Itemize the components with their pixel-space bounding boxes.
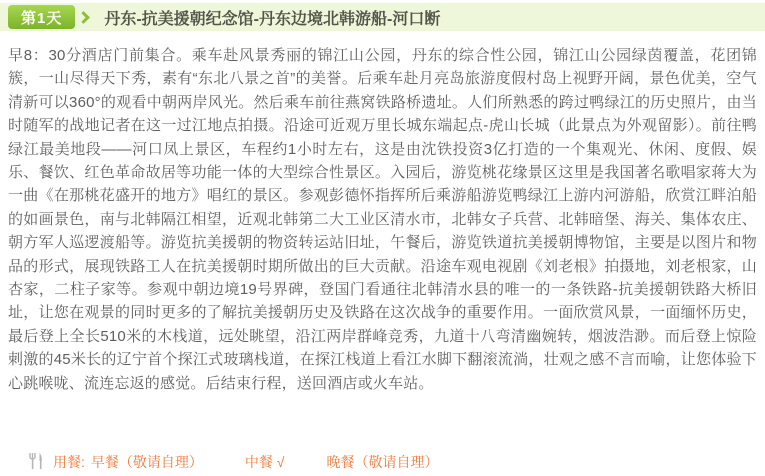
day-badge bbox=[8, 5, 75, 29]
chevron-right-icon bbox=[77, 11, 90, 24]
meal-dinner: 晚餐（敬请自理） bbox=[326, 454, 439, 470]
meal-lunch: 中餐 √ bbox=[244, 454, 285, 470]
meals-label: 用餐: bbox=[53, 454, 85, 470]
day-header bbox=[0, 3, 765, 31]
itinerary-description: 早8：30分酒店门前集合。乘车赴风景秀丽的锦江山公园，丹东的综合性公园，锦江山公园绿茵覆盖，花团锦簇，一山尽得天下秀，素有“东北八景之首”的美誉。后乘车赴月亮岛旅游度假村岛上视野开阔，景色优美，空气清新可以360°的观看中朝两岸风光。然后乘车前往燕窝铁路桥遗址。人们所熟悉的跨过鸭绿江的历史照片，由当时随军的战地记者在这一过江地点拍摄。沿途可近观万里长城东端起点-虎山长城（此景点为外观留影）。前往鸭绿江最美地段——河口凤上景区，车程约1小时左右，这是由沈铁投资3亿打造的一个集观光、休闲、度假、娱乐、餐饮、红色革命故居等功能一体的大型综合性景区。入园后，游览桃花缘景区这里是我国著名歌唱家蒋大为一曲《在那桃花盛开的地方》唱红的景区。参观彭德怀指挥所后乘游船游览鸭绿江上游内河游船，欣赏江畔泊船的如画景色，南与北韩隔江相望，近观北韩第二大工业区清水市，北韩女子兵营、北韩暗堡、海关、集体农庄、朝方军人巡逻渡船等。游览抗美援朝的物资转运站旧址，午餐后，游览铁道抗美援朝博物馆，主要是以图片和物品的形式，展现铁路工人在抗美援朝时期所做出的巨大贡献。沿途车观电视剧《刘老根》拍摄地，刘老根家，山杏家，二柱子家等。参观中朝边境19号界碑，登国门看通往北韩清水县的唯一的一条铁路-抗美援朝铁路大桥旧址，让您在观景的同时更多的了解抗美援朝历史及铁路在这次战争的重要作用。一面欣赏风景，一面缅怀历史，最后登上全长510米的木栈道，远处眺望，沿江两岸群峰竞秀，九道十八弯清幽婉转，烟波浩渺。而后登上惊险刺激的45米长的辽宁首个探江式玻璃栈道，在探江栈道上看江水脚下翻滚流淌，壮观之感不言而喻，让您体验下心跳喉咙、流连忘返的感觉。后结束行程，送回酒店或火车站。 bbox=[8, 47, 757, 392]
meal-breakfast: 早餐（敬请自理） bbox=[90, 454, 203, 470]
day-title: 丹东-抗美援朝纪念馆-丹东边境北韩游船-河口断 bbox=[104, 10, 441, 28]
itinerary-page bbox=[0, 3, 765, 476]
meals-row bbox=[28, 452, 438, 472]
cutlery-icon bbox=[28, 452, 43, 472]
day-badge-label: 第1天 bbox=[21, 9, 63, 27]
